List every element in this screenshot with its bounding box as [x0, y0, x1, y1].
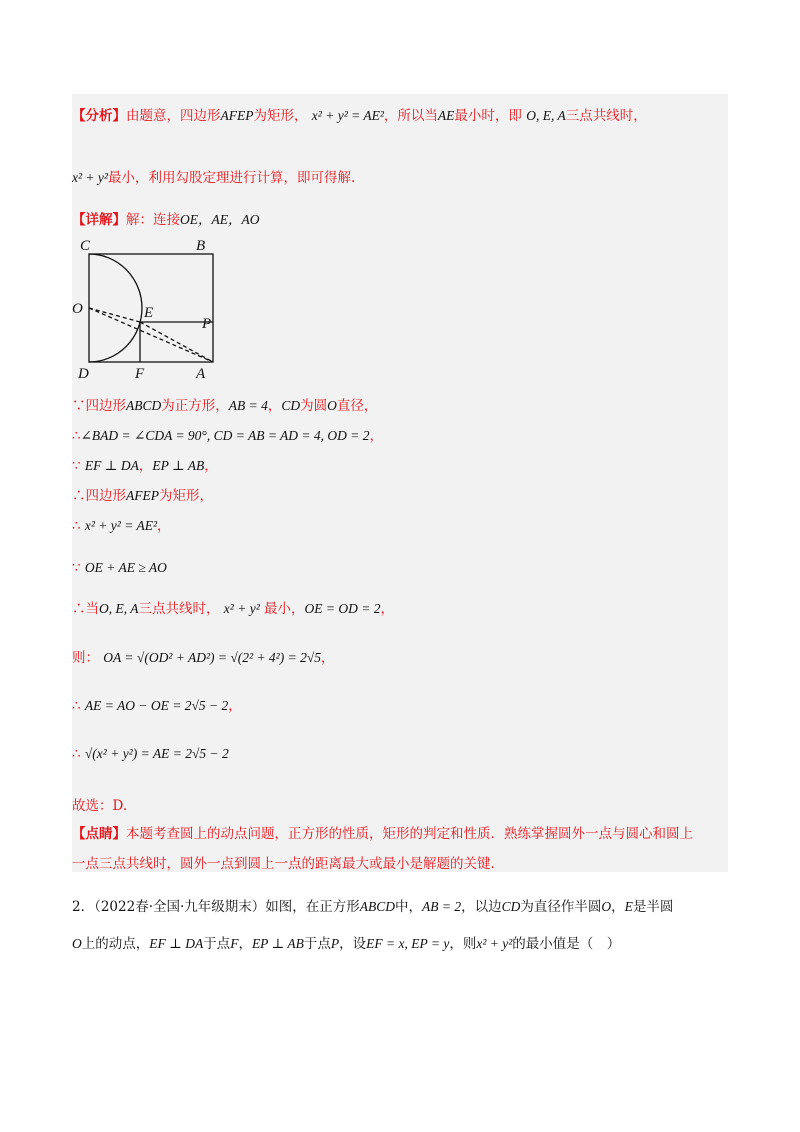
semicircle-o: [89, 254, 142, 362]
segment-oe: [89, 308, 140, 322]
analysis-line-1: 【分析】由题意，四边形AFEP为矩形， x² + y² = AE²，所以当AE最小时，即 O, E, A三点共线时，: [72, 108, 647, 124]
detail-line: 【详解】解：连接OE，AE，AO: [72, 212, 260, 228]
step-9: ∴ AE = AO − OE = 2√5 − 2，: [72, 698, 242, 714]
analysis-line-2: x² + y²最小，利用勾股定理进行计算，即可得解.: [72, 170, 356, 186]
label-f: F: [135, 366, 145, 382]
step-8: 则： OA = √(OD² + AD²) = √(2² + 4²) = 2√5，: [72, 650, 335, 666]
label-o: O: [72, 301, 83, 317]
label-p: P: [202, 316, 212, 332]
comment-line-1: 【点睛】本题考查圆上的动点问题，正方形的性质，矩形的判定和性质．熟练掌握圆外一点与圆心和圆上: [72, 826, 693, 842]
label-e: E: [144, 305, 154, 321]
label-d: D: [78, 366, 89, 382]
step-4: ∴四边形AFEP为矩形，: [72, 488, 213, 504]
geometry-figure: [72, 236, 222, 382]
answer-line: 故选：D.: [72, 798, 128, 814]
question-line-1: 2．（2022春·全国·九年级期末）如图，在正方形ABCD中，AB = 2，以边CD为直径作半圆O，E是半圆: [72, 899, 674, 915]
step-1: ∵四边形ABCD为正方形，AB = 4，CD为圆O直径，: [72, 398, 378, 414]
step-3: ∵ EF ⊥ DA，EP ⊥ AB，: [72, 458, 218, 474]
solution-panel: [72, 94, 728, 872]
comment-line-2: 一点三点共线时，圆外一点到圆上一点的距离最大或最小是解题的关键．: [72, 856, 504, 872]
step-7: ∴当O, E, A三点共线时， x² + y² 最小，OE = OD = 2，: [72, 601, 395, 617]
label-b: B: [196, 238, 206, 254]
question-line-2: O上的动点，EF ⊥ DA于点F，EP ⊥ AB于点P，设EF = x, EP = y，则x² + y²的最小值是（ ）: [72, 936, 621, 952]
step-10: ∴ √(x² + y²) = AE = 2√5 − 2: [72, 746, 229, 762]
step-5: ∴ x² + y² = AE²，: [72, 518, 171, 534]
label-a: A: [196, 366, 206, 382]
step-2: ∴∠BAD = ∠CDA = 90°, CD = AB = AD = 4, OD = 2，: [72, 428, 384, 444]
label-c: C: [80, 238, 91, 254]
step-6: ∵ OE + AE ≥ AO: [72, 560, 167, 576]
